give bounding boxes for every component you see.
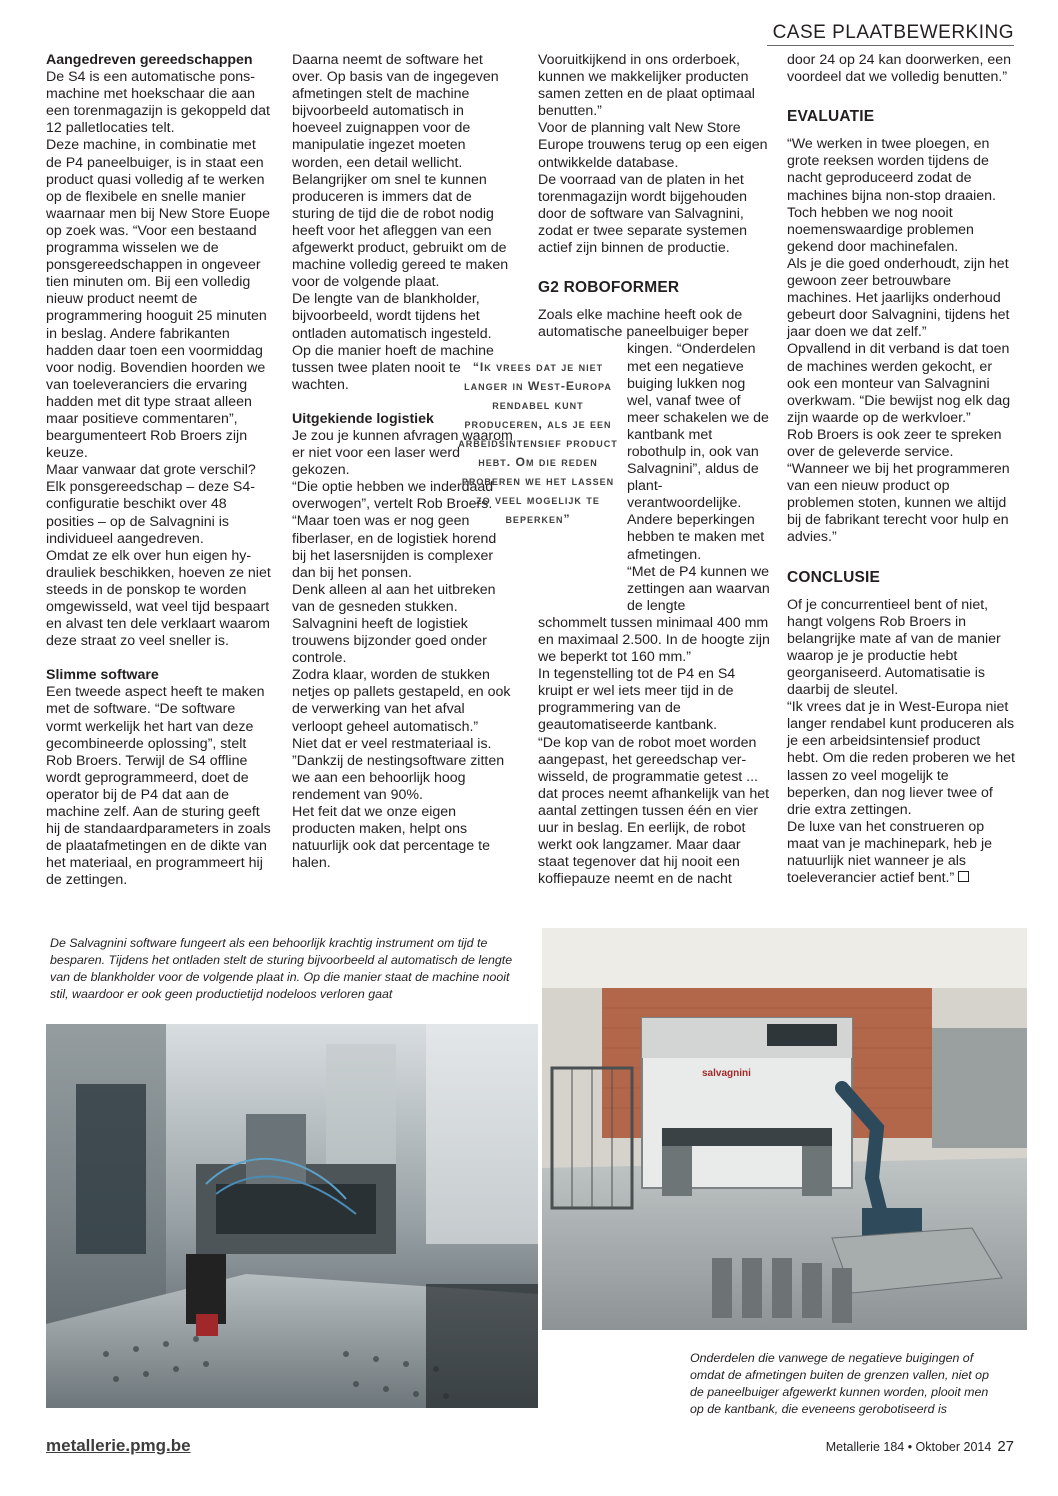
paragraph: In tegenstelling tot de P4 en S4 kruipt er wel iets meer tijd in de programmering van de geautomatiseerde kantbank. bbox=[538, 666, 736, 734]
paragraph: Andere beperkingen hebben te maken met afmetingen. bbox=[627, 512, 765, 563]
press-brake-illustration bbox=[542, 928, 1027, 1330]
paragraph: “De kop van de robot moet worden aangepast, het gereedschap verwisseld, de programmatie getest ... dat proces neemt afhankelijk van het aantal zettingen tussen één en vier uur in beslag. En eerlijk, de robot werkt ook langzamer. Maar daar staat tegenover dat hij nooit een koffiepauze neemt en de nacht bbox=[538, 734, 770, 888]
paragraph: “Wanneer we bij het programmeren van een nieuw product op problemen stoten, kunnen we altijd bij de fabrikant terecht voor hulp en advies.” bbox=[787, 461, 1010, 546]
paragraph: schommelt tussen minimaal 400 mm en maximaal 2.500. In de hoogte zijn we beperkt tot 160 mm.” bbox=[538, 614, 770, 666]
column-1 bbox=[46, 52, 274, 890]
paragraph: De lengte van de blankholder, bijvoorbeeld, wordt tijdens het ontladen automatisch ingesteld. Op die manier hoeft de machine tussen twee platen nooit te wachten. bbox=[292, 291, 494, 393]
paragraph: Denk alleen al aan het uitbreken van de gesneden stukken. Salvagnini heeft de logistiek trouwens bijzonder goed onder controle. bbox=[292, 581, 496, 667]
photo-punching-machine bbox=[46, 1024, 538, 1408]
photo-press-brake-robot bbox=[542, 928, 1027, 1330]
paragraph-text: De luxe van het construeren op maat van je machinepark, heb je natuurlijk niet wanneer je als toeleverancier actief bent.” bbox=[787, 818, 993, 887]
issue-info: Metallerie 184 • Oktober 2014 bbox=[825, 1440, 992, 1454]
photo-caption-left: De Salvagnini software fungeert als een behoorlijk krachtig instrument om tijd te besparen. Tijdens het ontladen stelt de sturing bijvoorbeeld al automatisch de lengte van de blankholder voor de volgende plaat in. Op die manier staat de machine nooit stil, waardoor er ook geen productietijd nodeloos verloren gaat bbox=[50, 936, 513, 1001]
footer-info bbox=[826, 1438, 1014, 1455]
punching-machine-illustration bbox=[46, 1024, 538, 1408]
subheading-aangedreven: Aangedreven gereedschappen bbox=[46, 52, 253, 68]
paragraph: Vooruitkijkend in ons orderboek, kunnen we makkelijker producten samen zetten en de plaat optimaal benutten.” bbox=[538, 52, 755, 120]
paragraph: Maar vanwaar dat grote verschil? Elk ponsgereedschap – deze S4-configuratie beschikt over 48 posities – op de Salvagnini is individueel aangedreven. bbox=[46, 462, 256, 547]
heading-evaluatie: EVALUATIE bbox=[787, 108, 875, 126]
salvagnini-brand-label: salvagnini bbox=[702, 1068, 751, 1079]
section-tag: CASE PLAATBEWERKING bbox=[767, 22, 1014, 46]
paragraph: Of je concurrentieel bent of niet, hangt volgens Rob Broers in belangrijke mate af van de manier waarop je je productie hebt georganiseerd. Automatisatie is daarbij de sleutel. bbox=[787, 596, 1001, 699]
paragraph: Je zou je kunnen afvragen waarom er niet voor een laser werd gekozen. bbox=[292, 427, 513, 479]
paragraph: “Ik vrees dat je in West-Europa niet langer rendabel kunt produceren als je een arbeidsintensief product hebt. Om die reden proberen we het lassen zo veel mogelijk te beperken, dan nog liever twee of drie extra zettingen. bbox=[787, 699, 1015, 818]
paragraph: “Maar toen was er nog geen fiberlaser, en de logistiek horend bij het lasersnijden is complexer dan bij het ponsen. bbox=[292, 513, 497, 581]
paragraph: Daarna neemt de software het over. Op basis van de ingegeven afmetingen stelt de machine bijvoorbeeld automatisch in hoeveel zuignappen voor de manipulatie ingezet moeten worden, een detail wellicht. bbox=[292, 52, 499, 171]
footer-url-link[interactable]: metallerie.pmg.be bbox=[46, 1436, 191, 1455]
page-number: 27 bbox=[997, 1438, 1014, 1455]
paragraph-last bbox=[787, 819, 1015, 887]
paragraph: De voorraad van de platen in het torenmagazijn wordt bijgehouden door de software van Salvagnini, zodat er twee separate systemen actief zijn binnen de productie. bbox=[538, 171, 748, 257]
paragraph: Belangrijker om snel te kunnen produceren is immers dat de sturing de tijd die de robot nodig heeft voor het afleggen van een afgewerkt product, gebruikt om de machine volledig gereed te maken voor de volgende plaat. bbox=[292, 171, 509, 291]
paragraph: Omdat ze elk over hun eigen hydrauliek beschikken, hoeven ze niet steeds in de ponskop te worden omgewisseld, wat veel tijd bespaart en alvast ten dele verklaart waarom deze straat zo veel sneller is. bbox=[46, 547, 271, 650]
heading-conclusie: CONCLUSIE bbox=[787, 568, 881, 586]
subheading-logistiek: Uitgekiende logistiek bbox=[292, 410, 434, 427]
paragraph: “We werken in twee ploegen, en grote reeksen worden tijdens de nacht geproduceerd zodat de machines bijna non-stop draaien. Toch hebben we nog nooit noemenswaardige problemen gekend door machinefalen. bbox=[787, 136, 997, 255]
paragraph: kingen. “Onderdelen met een negatieve buiging lukken nog wel, vanaf twee of meer schakelen we de kantbank met robothulp in, ook van Salvagnini”, aldus de plantverantwoordelijke. bbox=[627, 341, 769, 512]
paragraph: “Die optie hebben we inderdaad overwogen”, vertelt Rob Broers. bbox=[292, 479, 494, 513]
paragraph: Deze machine, in combinatie met de P4 paneelbuiger, is in staat een product quasi volledig af te werken op de flexibele en snelle manier waarnaar men bij New Store Euope op zoek was. “Voor een bestaand programma wisselen we de ponsgereedschappen in ongeveer tien minuten om. Bij een volledig nieuw product neemt de programmering hooguit 25 minuten in beslag. Andere fabrikanten hadden daar toen een voormiddag voor nodig. Bovendien hoorden we van toeleveranciers die ervaring hadden met dit type straat alleen maar positieve commentaren”, beargumenteert Rob Broers zijn keuze. bbox=[46, 137, 270, 462]
paragraph: “Met de P4 kunnen we zettingen aan waarvan de lengte bbox=[627, 563, 770, 614]
paragraph: door 24 op 24 kan doorwerken, een voordeel dat we volledig benutten.” bbox=[787, 52, 1012, 86]
paragraph: Een tweede aspect heeft te maken met de software. “De software vormt werkelijk het hart van deze gecombineerde oplossing”, stelt Rob Broers. Terwijl de S4 offline wordt geprogrammeerd, doet de operator bij de P4 dat aan de machine zelf. Aan de sturing geeft hij de standaardparameters in zoals de plaatafmetingen en de dikte van het materiaal, en programmeert hij de zettingen. bbox=[46, 684, 271, 889]
photo-caption-right: Onderdelen die vanwege de negatieve buigingen of omdat de afmetingen buiten de grenzen vallen, niet op de paneelbuiger afgewerkt kunnen worden, plooit men op de kantbank, die eveneens gerobotiseerd is bbox=[690, 1351, 989, 1416]
paragraph: Niet dat er veel restmateriaal is. ”Dankzij de nestingsoftware zitten we aan een behoorlijk hoog rendement van 90%. bbox=[292, 735, 505, 803]
column-4 bbox=[787, 52, 1015, 887]
paragraph: Zodra klaar, worden de stukken netjes op pallets gestapeld, en ook de verwerking van het afval verloopt geheel automatisch.” bbox=[292, 667, 511, 735]
paragraph: De S4 is een automatische ponsmachine met hoekschaar die aan een torenmagazijn is gekoppeld dat 12 palletlocaties telt. bbox=[46, 69, 271, 137]
paragraph: Opvallend in dit verband is dat toen de machines werden gekocht, er ook een monteur van Salvagnini overkwam. “Die bewijst nog elk dag zijn waarde op de werkvloer.” bbox=[787, 341, 1011, 426]
paragraph: Rob Broers is ook zeer te spreken over de geleverde service. bbox=[787, 426, 1002, 460]
paragraph: Het feit dat we onze eigen producten maken, helpt ons natuurlijk ook dat percentage te halen. bbox=[292, 804, 490, 872]
subheading-slimme-software: Slimme software bbox=[46, 667, 159, 684]
paragraph: Als je die goed onderhoudt, zijn het gewoon zeer betrouwbare machines. Het jaarlijks onderhoud gebeurt door Salvagnini, tijdens het jaar doen we dat zelf.” bbox=[787, 255, 1010, 341]
heading-g2-roboformer: G2 ROBOFORMER bbox=[538, 279, 680, 297]
pull-quote: “Ik vrees dat je niet langer in West-Europa rendabel kunt produceren, als je een arbeidsintensief product hebt. Om die reden proberen we het lassen zo veel mogelijk te beperken” bbox=[458, 360, 618, 526]
paragraph: Voor de planning valt New Store Europe trouwens terug op een eigen ontwikkelde database. bbox=[538, 120, 768, 171]
paragraph: Zoals elke machine heeft ook de automatische paneelbuiger beper bbox=[538, 307, 749, 341]
end-mark-icon bbox=[958, 871, 969, 882]
